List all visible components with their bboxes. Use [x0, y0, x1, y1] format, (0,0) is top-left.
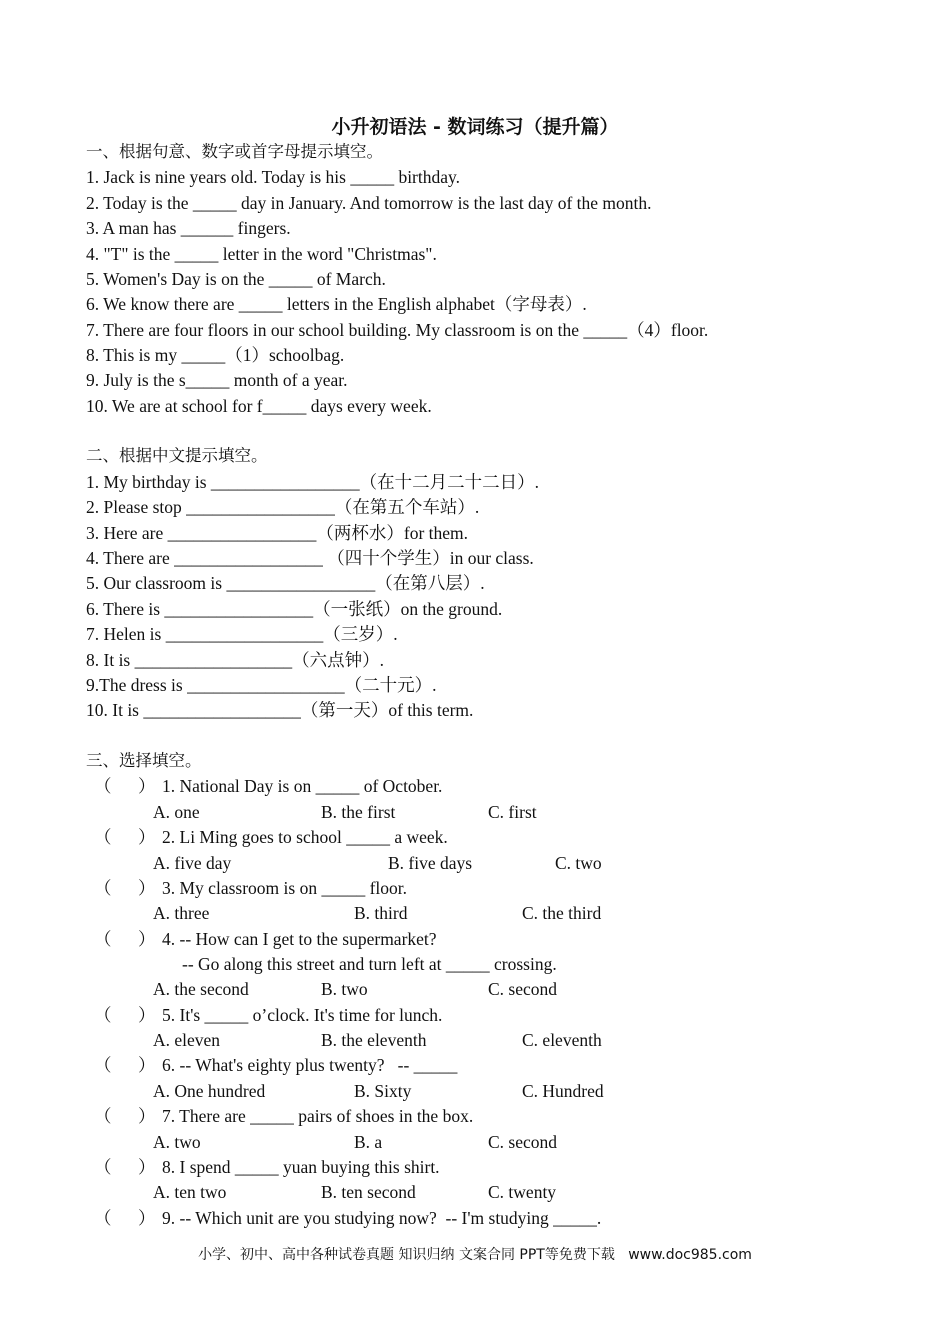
s2-item-6: 6. There is _________________（一张纸）on the ground. — [86, 599, 503, 619]
s3-q7-option-b: B. a — [354, 1132, 383, 1152]
section2-heading: 二、根据中文提示填空。 — [86, 446, 268, 465]
s3-question-9: 9. -- Which unit are you studying now? -- I'm studying _____. — [162, 1208, 602, 1228]
s2-item-10: 10. It is __________________（第一天）of this term. — [86, 700, 474, 720]
s2-item-3: 3. Here are _________________（两杯水）for them. — [86, 523, 469, 543]
page-title: 小升初语法 - 数词练习（提升篇） — [331, 116, 619, 138]
s1-item-5: 5. Women's Day is on the _____ of March. — [86, 269, 386, 289]
s3-q6-option-a: A. One hundred — [153, 1081, 266, 1101]
s3-q8-option-c: C. twenty — [488, 1182, 557, 1202]
s3-question-2: 2. Li Ming goes to school _____ a week. — [162, 827, 448, 847]
answer-bracket-close: ） — [138, 1208, 156, 1228]
answer-bracket-open: （ — [94, 1005, 112, 1025]
s3-q1-option-b: B. the first — [321, 802, 396, 822]
s2-item-8: 8. It is __________________（六点钟）. — [86, 650, 384, 670]
s3-q2-option-a: A. five day — [153, 853, 232, 873]
answer-bracket-close: ） — [138, 827, 156, 847]
s3-q7-option-a: A. two — [153, 1132, 201, 1152]
answer-bracket-close: ） — [138, 1005, 156, 1025]
answer-bracket-open: （ — [94, 1157, 112, 1177]
s1-item-8: 8. This is my _____（1）schoolbag. — [86, 345, 345, 365]
section1-heading: 一、根据句意、数字或首字母提示填空。 — [86, 142, 383, 161]
s2-item-4: 4. There are _________________ （四十个学生）in our class. — [86, 548, 534, 568]
s3-question-4-reply: -- Go along this street and turn left at _____ crossing. — [182, 954, 557, 974]
answer-bracket-open: （ — [94, 776, 112, 796]
s3-q3-option-a: A. three — [153, 903, 210, 923]
s3-question-6: 6. -- What's eighty plus twenty? -- _____ — [162, 1055, 458, 1075]
s1-item-3: 3. A man has ______ fingers. — [86, 218, 291, 238]
s3-q3-option-b: B. third — [354, 903, 408, 923]
s3-question-1: 1. National Day is on _____ of October. — [162, 776, 443, 796]
s1-item-7: 7. There are four floors in our school building. My classroom is on the _____（4）floor. — [86, 320, 709, 340]
s3-q4-option-b: B. two — [321, 979, 368, 999]
answer-bracket-open: （ — [94, 1055, 112, 1075]
s1-item-1: 1. Jack is nine years old. Today is his _____ birthday. — [86, 167, 461, 187]
s3-question-7: 7. There are _____ pairs of shoes in the box. — [162, 1106, 474, 1126]
answer-bracket-close: ） — [138, 1157, 156, 1177]
s3-q8-option-b: B. ten second — [321, 1182, 416, 1202]
answer-bracket-close: ） — [138, 1055, 156, 1075]
s1-item-10: 10. We are at school for f_____ days every week. — [86, 396, 432, 416]
answer-bracket-open: （ — [94, 827, 112, 847]
s1-item-6: 6. We know there are _____ letters in the English alphabet（字母表）. — [86, 294, 587, 314]
s3-q6-option-b: B. Sixty — [354, 1081, 412, 1101]
s3-q1-option-a: A. one — [153, 802, 200, 822]
s3-q5-option-a: A. eleven — [153, 1030, 221, 1050]
s3-q5-option-b: B. the eleventh — [321, 1030, 427, 1050]
s1-item-4: 4. "T" is the _____ letter in the word "Christmas". — [86, 244, 437, 264]
s1-item-2: 2. Today is the _____ day in January. And tomorrow is the last day of the month. — [86, 193, 652, 213]
answer-bracket-open: （ — [94, 929, 112, 949]
section3-heading: 三、选择填空。 — [86, 751, 202, 770]
s1-item-9: 9. July is the s_____ month of a year. — [86, 370, 348, 390]
s3-q1-option-c: C. first — [488, 802, 537, 822]
answer-bracket-close: ） — [138, 929, 156, 949]
answer-bracket-close: ） — [138, 1106, 156, 1126]
s3-question-3: 3. My classroom is on _____ floor. — [162, 878, 407, 898]
s2-item-2: 2. Please stop _________________（在第五个车站）. — [86, 497, 480, 517]
s3-q6-option-c: C. Hundred — [522, 1081, 604, 1101]
s3-q8-option-a: A. ten two — [153, 1182, 227, 1202]
answer-bracket-open: （ — [94, 1106, 112, 1126]
s3-q5-option-c: C. eleventh — [522, 1030, 602, 1050]
footer-watermark: 小学、初中、高中各种试卷真题 知识归纳 文案合同 PPT等免费下载 www.doc985.com — [198, 1247, 752, 1263]
s3-q3-option-c: C. the third — [522, 903, 602, 923]
s3-q2-option-b: B. five days — [388, 853, 473, 873]
s3-q2-option-c: C. two — [555, 853, 602, 873]
s2-item-1: 1. My birthday is _________________（在十二月二十二日）. — [86, 472, 540, 492]
answer-bracket-close: ） — [138, 776, 156, 796]
answer-bracket-open: （ — [94, 878, 112, 898]
s3-q4-option-c: C. second — [488, 979, 558, 999]
s2-item-7: 7. Helen is __________________（三岁）. — [86, 624, 398, 644]
s2-item-5: 5. Our classroom is _________________（在第八层）. — [86, 573, 485, 593]
s3-q4-option-a: A. the second — [153, 979, 249, 999]
answer-bracket-close: ） — [138, 878, 156, 898]
s3-question-5: 5. It's _____ o’clock. It's time for lunch. — [162, 1005, 443, 1025]
s3-question-4: 4. -- How can I get to the supermarket? — [162, 929, 437, 949]
s3-q7-option-c: C. second — [488, 1132, 558, 1152]
s3-question-8: 8. I spend _____ yuan buying this shirt. — [162, 1157, 440, 1177]
s2-item-9: 9.The dress is __________________（二十元）. — [86, 675, 437, 695]
answer-bracket-open: （ — [94, 1208, 112, 1228]
